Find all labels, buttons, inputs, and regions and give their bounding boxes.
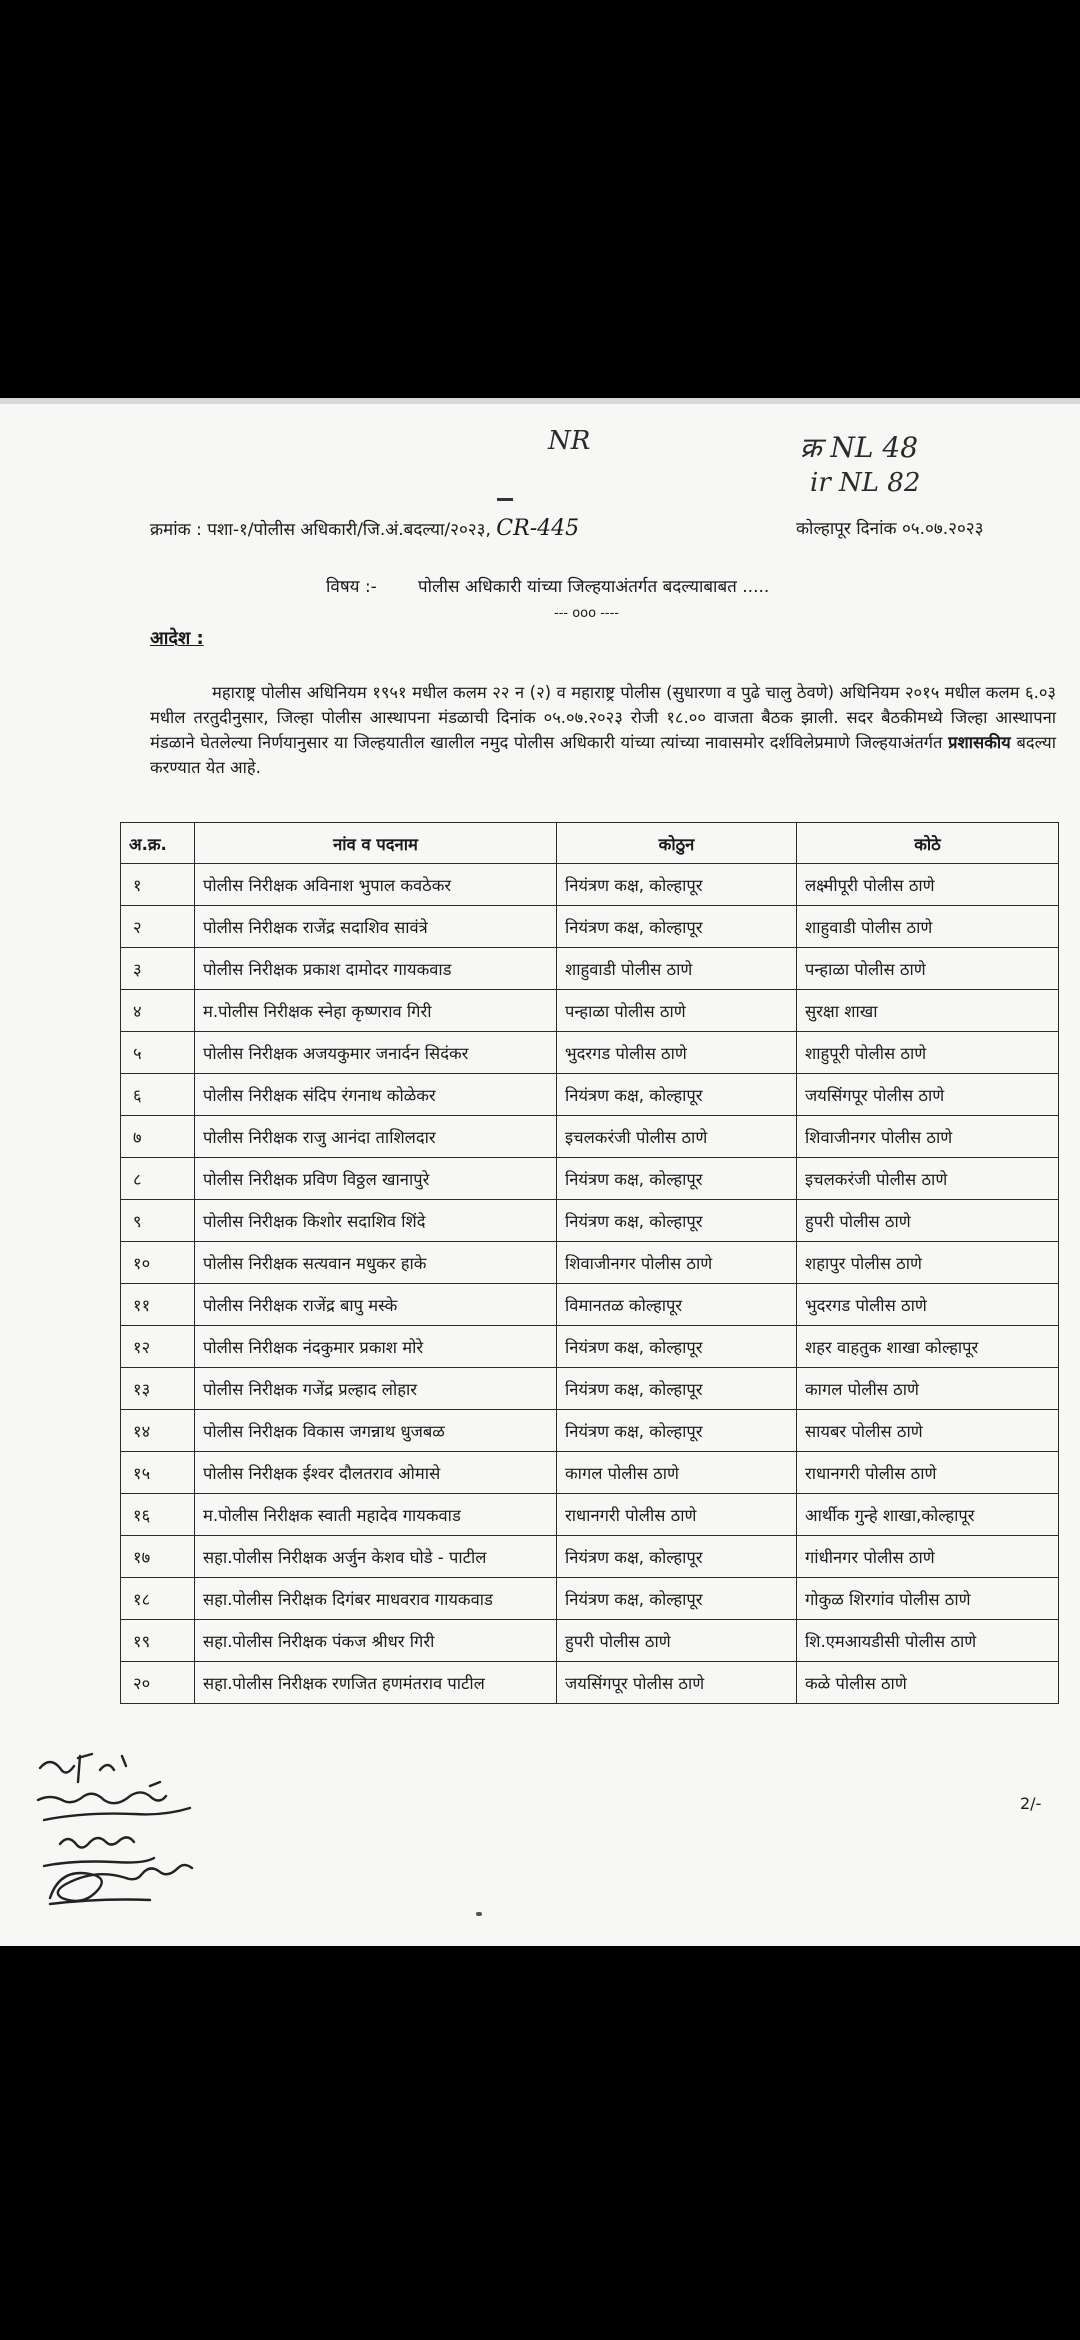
cell-name: पोलीस निरीक्षक संदिप रंगनाथ कोळेकर: [195, 1074, 557, 1116]
cell-name: पोलीस निरीक्षक अजयकुमार जनार्दन सिदंकर: [195, 1032, 557, 1074]
cell-name: पोलीस निरीक्षक राजेंद्र बापु मस्के: [195, 1284, 557, 1326]
cell-name: म.पोलीस निरीक्षक स्वाती महादेव गायकवाड: [195, 1494, 557, 1536]
table-row: [121, 1200, 1059, 1242]
cell-name: म.पोलीस निरीक्षक स्नेहा कृष्णराव गिरी: [195, 990, 557, 1032]
table-row: [121, 1578, 1059, 1620]
cell-serial: १९: [121, 1620, 195, 1662]
reference-number: [150, 516, 579, 541]
cell-serial: ५: [121, 1032, 195, 1074]
cell-to: सायबर पोलीस ठाणे: [797, 1410, 1059, 1452]
cell-to: शि.एमआयडीसी पोलीस ठाणे: [797, 1620, 1059, 1662]
page-number: 2/-: [1020, 1794, 1042, 1813]
table-row: [121, 1536, 1059, 1578]
cell-to: शाहुवाडी पोलीस ठाणे: [797, 906, 1059, 948]
handwritten-receipt-signature: [30, 1748, 220, 1928]
cell-to: सुरक्षा शाखा: [797, 990, 1059, 1032]
scan-edge: [0, 398, 1080, 404]
cell-to: गोकुळ शिरगांव पोलीस ठाणे: [797, 1578, 1059, 1620]
cell-from: नियंत्रण कक्ष, कोल्हापूर: [557, 906, 797, 948]
table-row: [121, 1662, 1059, 1704]
cell-name: पोलीस निरीक्षक राजु आनंदा ताशिलदार: [195, 1116, 557, 1158]
scan-dot: [476, 1912, 482, 1916]
cell-to: आर्थीक गुन्हे शाखा,कोल्हापूर: [797, 1494, 1059, 1536]
table-row: [121, 1284, 1059, 1326]
cell-from: विमानतळ कोल्हापूर: [557, 1284, 797, 1326]
cell-name: पोलीस निरीक्षक प्रविण विठ्ठल खानापुरे: [195, 1158, 557, 1200]
cell-name: पोलीस निरीक्षक विकास जगन्नाथ धुजबळ: [195, 1410, 557, 1452]
cell-to: शिवाजीनगर पोलीस ठाणे: [797, 1116, 1059, 1158]
table-row: [121, 1158, 1059, 1200]
cell-to: शहर वाहतुक शाखा कोल्हापूर: [797, 1326, 1059, 1368]
cell-to: हुपरी पोलीस ठाणे: [797, 1200, 1059, 1242]
cell-name: सहा.पोलीस निरीक्षक पंकज श्रीधर गिरी: [195, 1620, 557, 1662]
separator: --- ooo ----: [554, 606, 619, 621]
cell-serial: १३: [121, 1368, 195, 1410]
handwritten-note-2: ir NL 82: [810, 468, 921, 498]
para-text-1: महाराष्ट्र पोलीस अधिनियम १९५१ मधील कलम २२ न (२) व महाराष्ट्र पोलीस (सुधारणा व पुढे चालु ठेवणे) अधिनियम २०१५ मधील कलम ६.०३ मधील तरतुदीनुसार, जिल्हा पोलीस आस्थापना मंडळाची दिनांक ०५.०७.२०२३ रोजी १८.०० वाजता बैठक झाली. सदर बैठकीमध्ये जिल्हा आस्थापना मंडळाने घेतलेल्या निर्णयानुसार या जिल्हयातील खालील नमुद पोलीस अधिकारी यांच्या त्यांच्या नावासमोर दर्शविलेप्रमाणे जिल्हयाअंतर्गत: [150, 683, 1056, 752]
cell-to: कागल पोलीस ठाणे: [797, 1368, 1059, 1410]
subject-text: पोलीस अधिकारी यांच्या जिल्हयाअंतर्गत बदल्याबाबत .....: [418, 577, 770, 597]
table-row: [121, 1494, 1059, 1536]
cell-serial: १४: [121, 1410, 195, 1452]
ink-mark: [497, 498, 513, 501]
transfer-table: [120, 822, 1059, 1704]
table-row: [121, 1410, 1059, 1452]
cell-name: सहा.पोलीस निरीक्षक दिगंबर माधवराव गायकवाड: [195, 1578, 557, 1620]
cell-from: नियंत्रण कक्ष, कोल्हापूर: [557, 1536, 797, 1578]
cell-serial: १०: [121, 1242, 195, 1284]
cell-serial: ११: [121, 1284, 195, 1326]
cell-from: शाहुवाडी पोलीस ठाणे: [557, 948, 797, 990]
cell-serial: १६: [121, 1494, 195, 1536]
cell-from: नियंत्रण कक्ष, कोल्हापूर: [557, 1368, 797, 1410]
cell-from: नियंत्रण कक्ष, कोल्हापूर: [557, 1578, 797, 1620]
cell-name: सहा.पोलीस निरीक्षक अर्जुन केशव घोडे - पाटील: [195, 1536, 557, 1578]
cell-name: पोलीस निरीक्षक प्रकाश दामोदर गायकवाड: [195, 948, 557, 990]
handwritten-initials: NR: [548, 426, 591, 456]
place-date: कोल्हापूर दिनांक ०५.०७.२०२३: [796, 519, 984, 539]
table-row: [121, 1326, 1059, 1368]
cell-name: पोलीस निरीक्षक किशोर सदाशिव शिंदे: [195, 1200, 557, 1242]
cell-to: पन्हाळा पोलीस ठाणे: [797, 948, 1059, 990]
cell-from: हुपरी पोलीस ठाणे: [557, 1620, 797, 1662]
header-from: कोठुन: [557, 823, 797, 864]
reference-label: क्रमांक : पशा-१/पोलीस अधिकारी/जि.अं.बदल्या/२०२३,: [150, 520, 491, 540]
cell-from: नियंत्रण कक्ष, कोल्हापूर: [557, 1326, 797, 1368]
cell-serial: ४: [121, 990, 195, 1032]
cell-serial: २०: [121, 1662, 195, 1704]
cell-to: राधानगरी पोलीस ठाणे: [797, 1452, 1059, 1494]
cell-from: नियंत्रण कक्ष, कोल्हापूर: [557, 864, 797, 906]
table-row: [121, 1620, 1059, 1662]
table-row: [121, 1452, 1059, 1494]
cell-serial: ३: [121, 948, 195, 990]
cell-from: नियंत्रण कक्ष, कोल्हापूर: [557, 1410, 797, 1452]
reference-handwritten: CR-445: [496, 516, 580, 541]
cell-name: पोलीस निरीक्षक नंदकुमार प्रकाश मोरे: [195, 1326, 557, 1368]
para-bold: प्रशासकीय: [948, 733, 1011, 752]
cell-to: भुदरगड पोलीस ठाणे: [797, 1284, 1059, 1326]
table-row: [121, 1242, 1059, 1284]
cell-to: गांधीनगर पोलीस ठाणे: [797, 1536, 1059, 1578]
cell-name: पोलीस निरीक्षक सत्यवान मधुकर हाके: [195, 1242, 557, 1284]
table-row: [121, 906, 1059, 948]
cell-from: भुदरगड पोलीस ठाणे: [557, 1032, 797, 1074]
cell-serial: १५: [121, 1452, 195, 1494]
handwritten-note-1: क्र NL 48: [800, 431, 919, 464]
cell-serial: १२: [121, 1326, 195, 1368]
table-row: [121, 1032, 1059, 1074]
cell-to: शहापुर पोलीस ठाणे: [797, 1242, 1059, 1284]
cell-from: नियंत्रण कक्ष, कोल्हापूर: [557, 1074, 797, 1116]
table-row: [121, 990, 1059, 1032]
cell-name: सहा.पोलीस निरीक्षक रणजित हणमंतराव पाटील: [195, 1662, 557, 1704]
document-page: [0, 398, 1080, 1946]
cell-serial: ६: [121, 1074, 195, 1116]
subject-label: विषय :-: [326, 577, 377, 597]
cell-name: पोलीस निरीक्षक राजेंद्र सदाशिव सावंत्रे: [195, 906, 557, 948]
cell-serial: ९: [121, 1200, 195, 1242]
cell-serial: ७: [121, 1116, 195, 1158]
cell-from: राधानगरी पोलीस ठाणे: [557, 1494, 797, 1536]
cell-serial: १: [121, 864, 195, 906]
cell-from: शिवाजीनगर पोलीस ठाणे: [557, 1242, 797, 1284]
header-serial: अ.क्र.: [121, 823, 195, 864]
cell-serial: २: [121, 906, 195, 948]
cell-to: लक्ष्मीपूरी पोलीस ठाणे: [797, 864, 1059, 906]
cell-from: नियंत्रण कक्ष, कोल्हापूर: [557, 1158, 797, 1200]
table-row: [121, 1116, 1059, 1158]
table-header-row: [121, 823, 1059, 864]
table-row: [121, 864, 1059, 906]
cell-from: पन्हाळा पोलीस ठाणे: [557, 990, 797, 1032]
header-name: नांव व पदनाम: [195, 823, 557, 864]
cell-name: पोलीस निरीक्षक ईश्वर दौलतराव ओमासे: [195, 1452, 557, 1494]
order-title: आदेश :: [150, 628, 204, 649]
cell-serial: ८: [121, 1158, 195, 1200]
para-text-2: बदल्या करण्यात येत आहे.: [150, 733, 1057, 777]
order-paragraph: [150, 680, 1056, 780]
table-row: [121, 1074, 1059, 1116]
cell-serial: १७: [121, 1536, 195, 1578]
cell-to: कळे पोलीस ठाणे: [797, 1662, 1059, 1704]
table-row: [121, 948, 1059, 990]
cell-to: जयसिंगपूर पोलीस ठाणे: [797, 1074, 1059, 1116]
cell-name: पोलीस निरीक्षक अविनाश भुपाल कवठेकर: [195, 864, 557, 906]
cell-from: कागल पोलीस ठाणे: [557, 1452, 797, 1494]
cell-to: इचलकरंजी पोलीस ठाणे: [797, 1158, 1059, 1200]
cell-from: इचलकरंजी पोलीस ठाणे: [557, 1116, 797, 1158]
table-row: [121, 1368, 1059, 1410]
cell-to: शाहुपूरी पोलीस ठाणे: [797, 1032, 1059, 1074]
header-to: कोठे: [797, 823, 1059, 864]
cell-serial: १८: [121, 1578, 195, 1620]
cell-from: जयसिंगपूर पोलीस ठाणे: [557, 1662, 797, 1704]
cell-from: नियंत्रण कक्ष, कोल्हापूर: [557, 1200, 797, 1242]
cell-name: पोलीस निरीक्षक गजेंद्र प्रल्हाद लोहार: [195, 1368, 557, 1410]
